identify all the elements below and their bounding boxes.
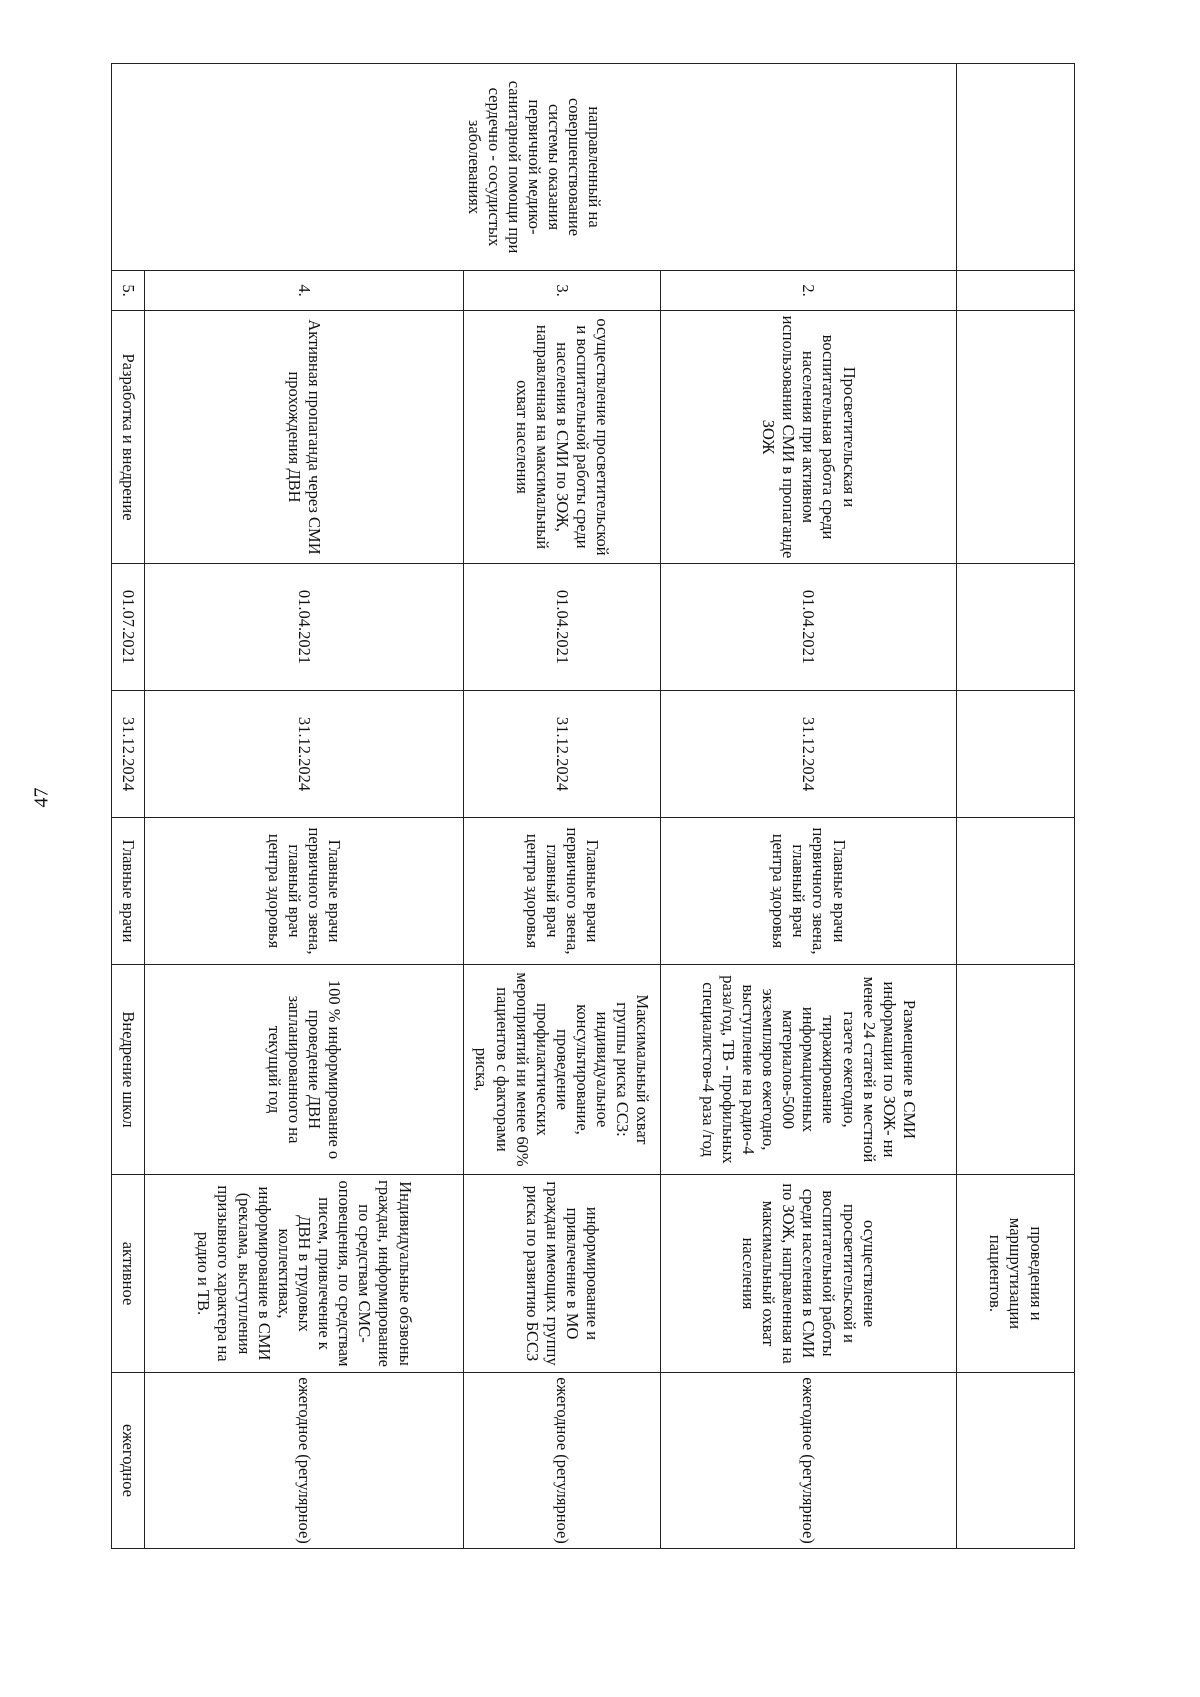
responsible-cell: Главные врачи xyxy=(112,818,145,965)
empty-cell xyxy=(956,818,1074,965)
result-cell: Максимальный охват группы риска ССЗ: индивидуальное консультирование, проведение профилактических мероприятий ни менее 60% пациентов с факторами риска, xyxy=(463,965,660,1175)
periodicity-cell: ежегодное (регулярное) xyxy=(660,1373,956,1549)
empty-cell xyxy=(956,1373,1074,1549)
event-cell: Просветительская и воспитательная работа среди населения при активном использовании СМИ в пропаганде ЗОЖ xyxy=(660,311,956,564)
event-cell: Активная пропаганда через СМИ прохождения ДВН xyxy=(144,311,463,564)
group-description: направленный на совершенствование системы оказания первичной медико-санитарной помощи при сердечно - сосудистых заболеваниях xyxy=(112,64,957,271)
method-cell: Индивидуальные обзвоны граждан, информирование по средствам СМС-оповещения, по средствам писем, привлечение к ДВН в трудовых коллективах, информирование в СМИ (реклама, выступления призывного характера на радио и ТВ. xyxy=(144,1175,463,1373)
event-cell: осуществление просветительской и воспитательной работы среди населения в СМИ по ЗОЖ, направленная на максимальный охват населения xyxy=(463,311,660,564)
rotated-table-wrapper xyxy=(111,63,1075,1548)
table-row xyxy=(660,64,956,1549)
event-cell: Разработка и внедрение xyxy=(112,311,145,564)
periodicity-cell: ежегодное xyxy=(112,1373,145,1549)
result-cell: Внедрение школ xyxy=(112,965,145,1175)
table-row xyxy=(112,64,145,1549)
end-date: 31.12.2024 xyxy=(144,691,463,818)
responsible-cell: Главные врачи первичного звена, главный врач центра здоровья xyxy=(144,818,463,965)
start-date: 01.07.2021 xyxy=(112,564,145,691)
result-cell: Размещение в СМИ информации по ЗОЖ- ни менее 24 статей в местной газете ежегодно, тиражирование информационных материалов-5000 экземпляров ежегодно, выступление на радио-4 раза/год, ТВ - профильных специалистов-4 раза /год xyxy=(660,965,956,1175)
start-date: 01.04.2021 xyxy=(660,564,956,691)
page-number: 47 xyxy=(30,787,53,808)
empty-cell xyxy=(956,271,1074,311)
method-cell: активное xyxy=(112,1175,145,1373)
empty-cell xyxy=(956,965,1074,1175)
periodicity-cell: ежегодное (регулярное) xyxy=(463,1373,660,1549)
table-row xyxy=(144,64,463,1549)
activity-table xyxy=(111,63,1075,1549)
row-number: 2. xyxy=(660,271,956,311)
row-number: 4. xyxy=(144,271,463,311)
header-continuation-row xyxy=(956,64,1074,1549)
responsible-cell: Главные врачи первичного звена, главный врач центра здоровья xyxy=(660,818,956,965)
empty-cell xyxy=(956,691,1074,818)
end-date: 31.12.2024 xyxy=(463,691,660,818)
end-date: 31.12.2024 xyxy=(112,691,145,818)
method-cell: информирование и привлечение в МО граждан имеющих группу риска по развитию БССЗ xyxy=(463,1175,660,1373)
group-cell-top xyxy=(956,64,1074,271)
responsible-cell: Главные врачи первичного звена, главный врач центра здоровья xyxy=(463,818,660,965)
start-date: 01.04.2021 xyxy=(463,564,660,691)
method-header-continuation: проведения и маршрутизации пациентов. xyxy=(956,1175,1074,1373)
method-cell: осуществление просветительской и воспитательной работы среди населения в СМИ по ЗОЖ, направленная на максимальный охват населения xyxy=(660,1175,956,1373)
end-date: 31.12.2024 xyxy=(660,691,956,818)
result-cell: 100 % информирование о проведение ДВН запланированного на текущий год xyxy=(144,965,463,1175)
periodicity-cell: ежегодное (регулярное) xyxy=(144,1373,463,1549)
row-number: 5. xyxy=(112,271,145,311)
row-number: 3. xyxy=(463,271,660,311)
empty-cell xyxy=(956,564,1074,691)
table-row xyxy=(463,64,660,1549)
start-date: 01.04.2021 xyxy=(144,564,463,691)
empty-cell xyxy=(956,311,1074,564)
